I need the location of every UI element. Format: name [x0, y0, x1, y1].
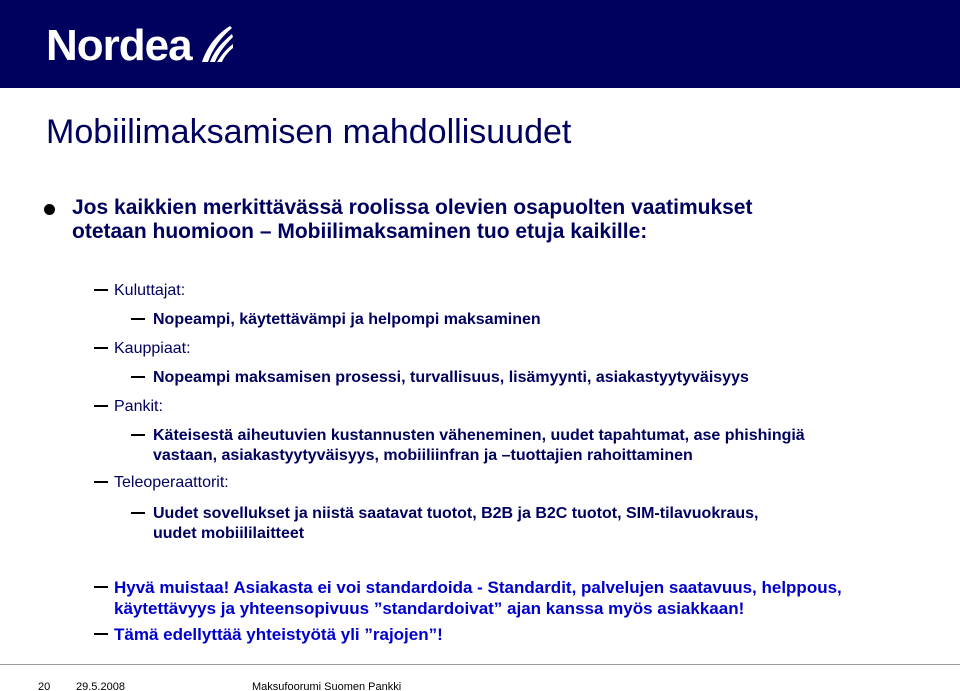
dash-icon [131, 512, 145, 514]
group-point [153, 368, 749, 388]
point-line: vastaan, asiakastyytyväisyys, mobiiliinfran ja –tuottajien rahoittaminen [153, 447, 693, 464]
main-point-line: otetaan huomioon – Mobiilimaksaminen tuo etuja kaikille: [72, 220, 648, 243]
dash-icon [94, 633, 108, 635]
dash-icon [94, 586, 108, 588]
footer-event: Maksufoorumi Suomen Pankki [252, 681, 402, 691]
point-line: uudet mobiililaitteet [153, 525, 305, 542]
sail-logo-icon [196, 22, 234, 64]
main-point-line: Jos kaikkien merkittävässä roolissa olevien osapuolten vaatimukset [72, 196, 753, 219]
point-line: Nopeampi, käytettävämpi ja helpompi maksaminen [153, 311, 541, 328]
group-label-kauppiaat: Kauppiaat: [114, 340, 191, 357]
point-line: Käteisestä aiheutuvien kustannusten väheneminen, uudet tapahtumat, ase phishingiä [153, 427, 805, 444]
main-point [72, 196, 932, 244]
group-label-kuluttajat: Kuluttajat: [114, 282, 186, 299]
point-line: Uudet sovellukset ja niistä saatavat tuotot, B2B ja B2C tuotot, SIM-tilavuokraus, [153, 505, 759, 522]
group-point [153, 426, 805, 466]
highlight-line: käytettävyys ja yhteensopivuus ”standardoivat” ajan kanssa myös asiakkaan! [114, 599, 745, 618]
footer-date: 29.5.2008 [76, 681, 125, 691]
highlight-line: Hyvä muistaa! Asiakasta ei voi standardoida - Standardit, palvelujen saatavuus, helppous, [114, 578, 842, 597]
bullet-dot-icon [44, 204, 55, 215]
group-point [153, 504, 758, 544]
group-label-pankit: Pankit: [114, 398, 163, 415]
footer-divider [0, 664, 960, 665]
group-point [153, 310, 541, 330]
point-line: Nopeampi maksamisen prosessi, turvallisuus, lisämyynti, asiakastyytyväisyys [153, 369, 749, 386]
group-label-teleoperaattorit: Teleoperaattorit: [114, 474, 229, 491]
dash-icon [131, 376, 145, 378]
dash-icon [94, 481, 108, 483]
highlight-remember [114, 577, 842, 619]
dash-icon [131, 318, 145, 320]
dash-icon [94, 289, 108, 291]
page-number: 20 [38, 681, 51, 691]
dash-icon [131, 434, 145, 436]
dash-icon [94, 347, 108, 349]
header-bar [0, 0, 960, 88]
highlight-line: Tämä edellyttää yhteistyötä yli ”rajojen”! [114, 625, 443, 644]
slide-title: Mobiilimaksamisen mahdollisuudet [46, 113, 572, 151]
nordea-logo: Nordea [46, 21, 192, 70]
dash-icon [94, 405, 108, 407]
highlight-cooperation [114, 624, 443, 645]
